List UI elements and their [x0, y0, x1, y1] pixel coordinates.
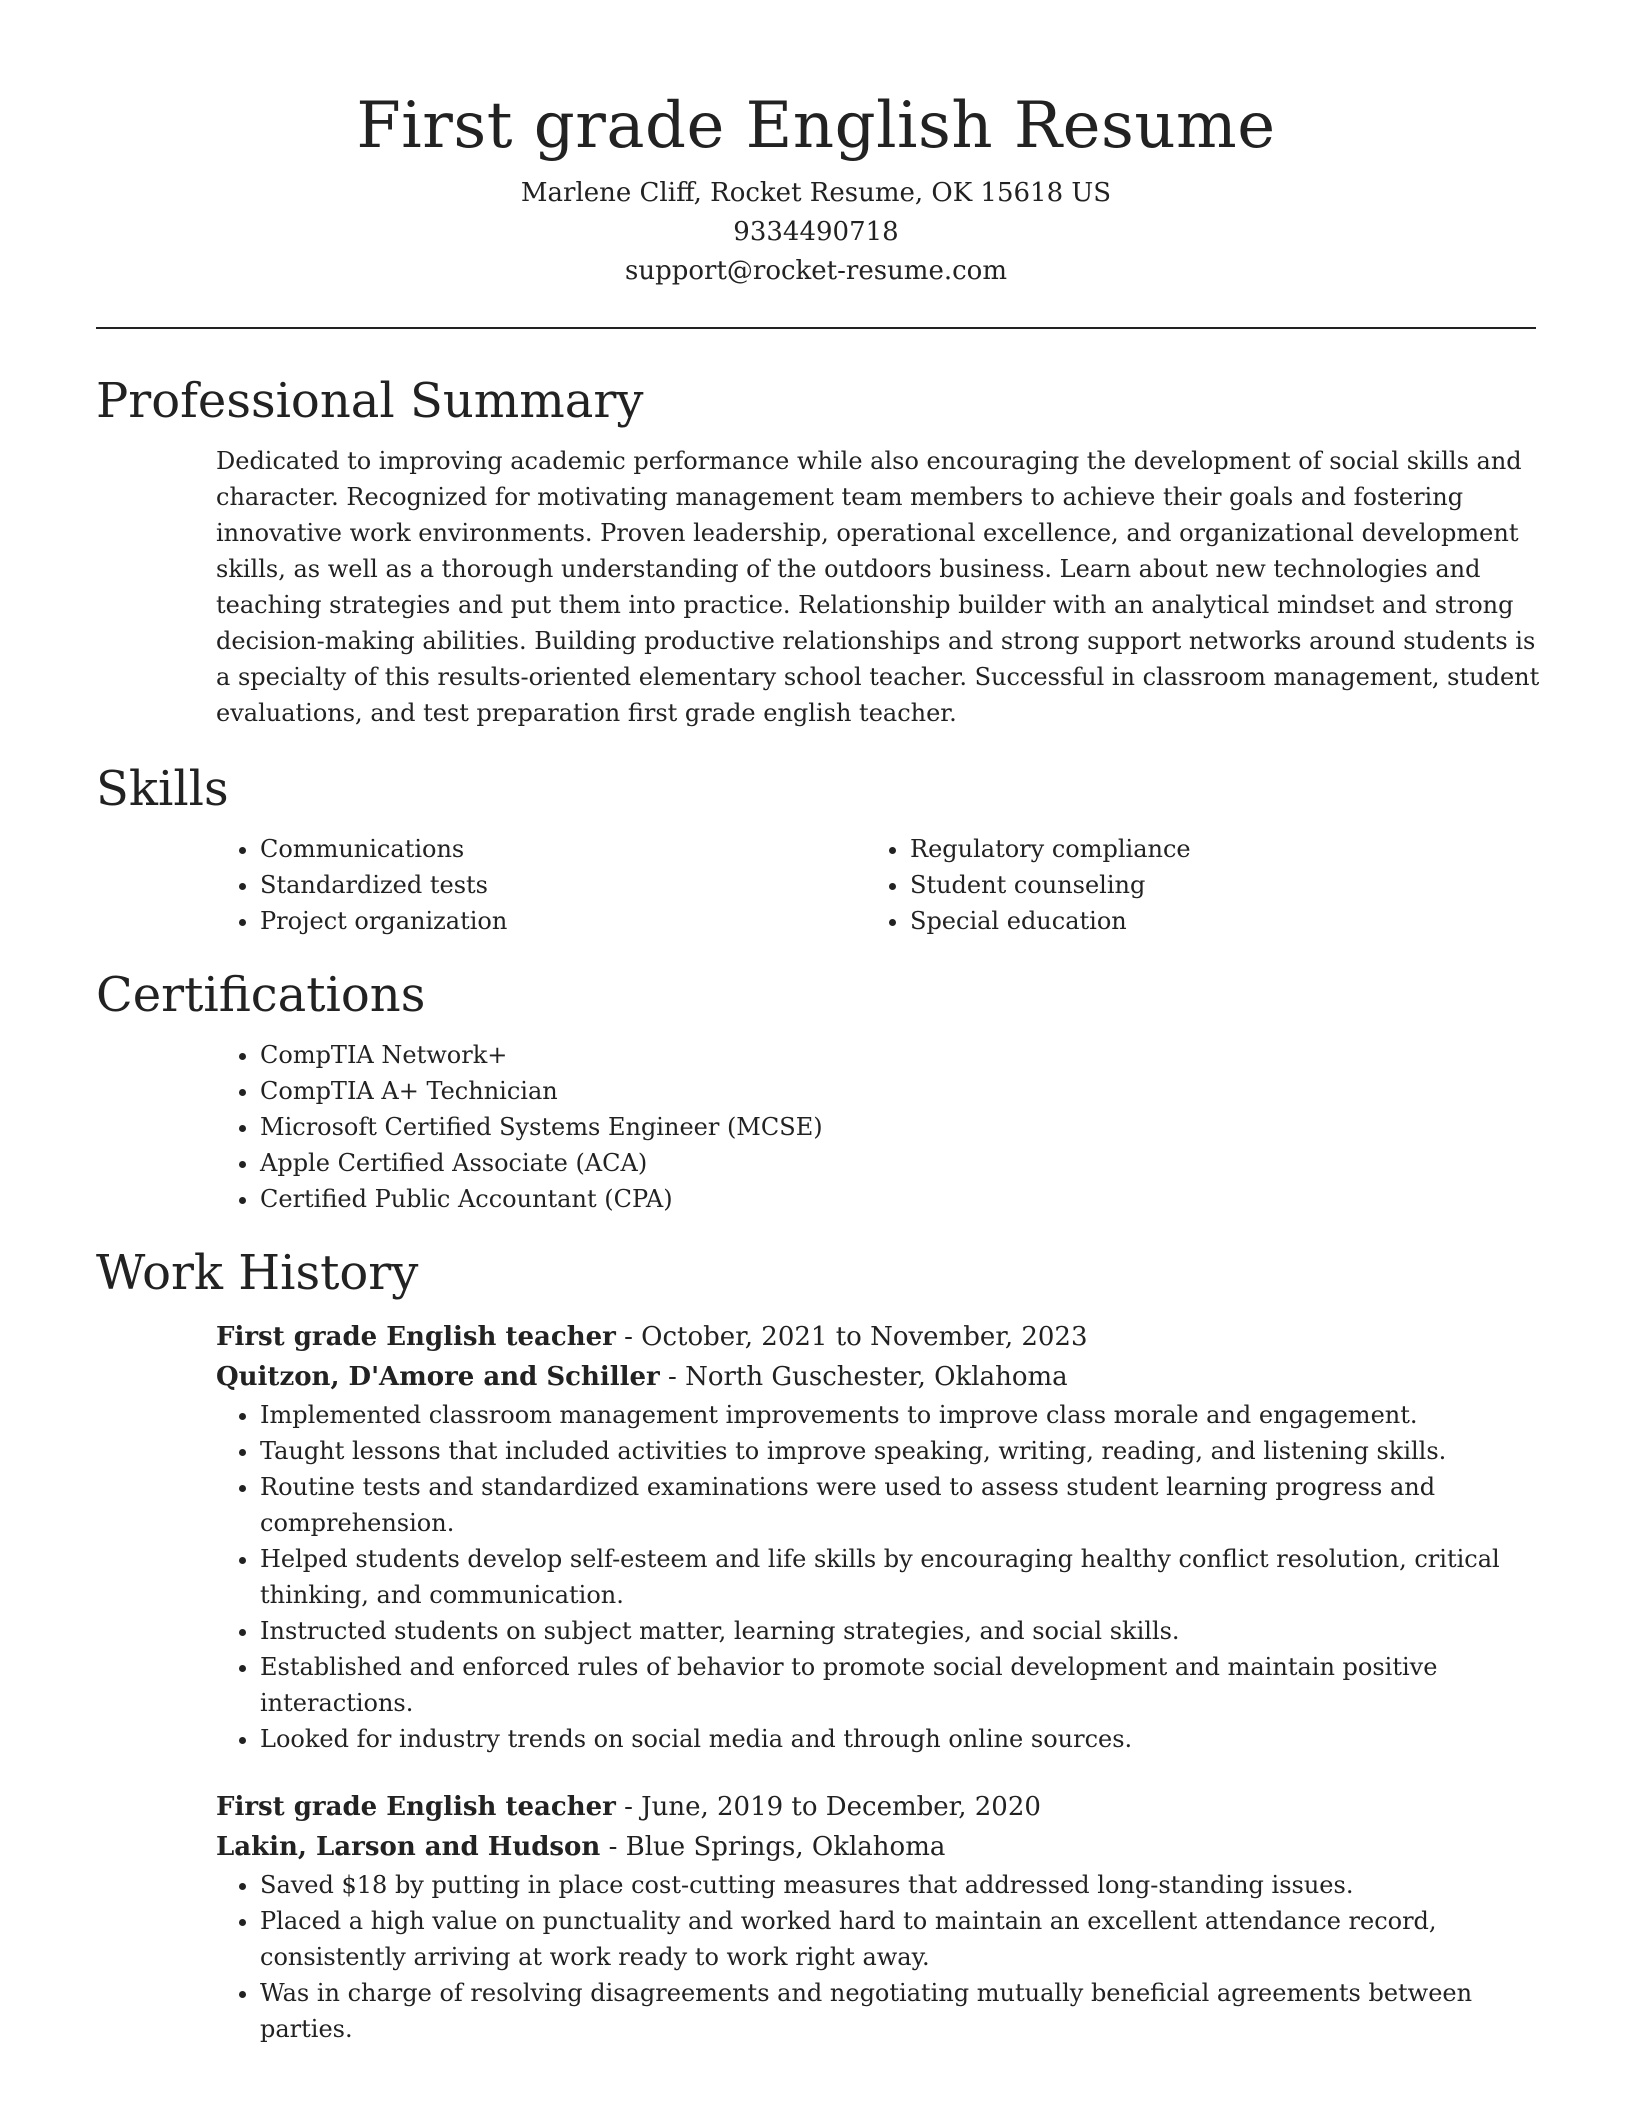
contact-address: Marlene Cliff, Rocket Resume, OK 15618 US: [520, 178, 1112, 208]
summary-heading: Professional Summary: [96, 373, 644, 429]
skills-column-left: [216, 831, 866, 939]
job-duty-item: • Placed a high value on punctuality and worked hard to maintain an excellent attendance record, consistently arriving at work ready to work right away.: [260, 1903, 1536, 1975]
work-history-section: [96, 1243, 1536, 2047]
job-company-line: [216, 1827, 1536, 1867]
skills-heading: Skills: [96, 761, 229, 817]
job-duty-item: • Was in charge of resolving disagreements and negotiating mutually beneficial agreements between parties.: [260, 1975, 1536, 2047]
job-duty-item: • Saved $18 by putting in place cost-cutting measures that addressed long-standing issues.: [260, 1867, 1536, 1903]
skills-grid: [216, 831, 1536, 939]
skill-item: • Regulatory compliance: [910, 831, 1516, 867]
contact-email: support@rocket-resume.com: [624, 256, 1007, 286]
skill-item: • Project organization: [260, 903, 866, 939]
header-divider: [96, 327, 1536, 329]
skill-item: • Standardized tests: [260, 867, 866, 903]
job-dates: - October, 2021 to November, 2023: [615, 1322, 1088, 1352]
resume-title: First grade English Resume: [356, 89, 1276, 163]
contact-block: [96, 174, 1536, 291]
job-duty-item: • Routine tests and standardized examinations were used to assess student learning progress and comprehension.: [260, 1469, 1536, 1541]
work-history-heading: Work History: [96, 1245, 419, 1301]
skills-column-right: [866, 831, 1516, 939]
certifications-section: [96, 965, 1536, 1217]
job-role: First grade English teacher: [216, 1792, 616, 1822]
skills-list-right: [866, 831, 1516, 939]
job-duty-item: • Helped students develop self-esteem and life skills by encouraging healthy conflict resolution, critical thinking, and communication.: [260, 1541, 1536, 1613]
skill-item: • Communications: [260, 831, 866, 867]
summary-section: [96, 371, 1540, 731]
job-duty-item: • Taught lessons that included activities to improve speaking, writing, reading, and listening skills.: [260, 1433, 1536, 1469]
job-duties-list: [216, 1867, 1536, 2047]
certification-item: • Microsoft Certified Systems Engineer (MCSE): [260, 1109, 1536, 1145]
certification-item: • Certified Public Accountant (CPA): [260, 1181, 1536, 1217]
summary-text: Dedicated to improving academic performance while also encouraging the development of social skills and character. Recognized for motivating management team members to achieve their goals and fostering innovative work environments. Proven leadership, operational excellence, and organizational development skills, as well as a thorough understanding of the outdoors business. Learn about new technologies and teaching strategies and put them into practice. Relationship builder with an analytical mindset and strong decision-making abilities. Building productive relationships and strong support networks around students is a specialty of this results-oriented elementary school teacher. Successful in classroom management, student evaluations, and test preparation first grade english teacher.: [216, 447, 1540, 727]
job-role: First grade English teacher: [216, 1322, 616, 1352]
job-entry: [216, 1317, 1536, 1757]
job-entry: [216, 1787, 1536, 2047]
certifications-list: [216, 1037, 1536, 1217]
job-duty-item: • Established and enforced rules of behavior to promote social development and maintain positive interactions.: [260, 1649, 1536, 1721]
certification-item: • Apple Certified Associate (ACA): [260, 1145, 1536, 1181]
certifications-list-wrapper: [216, 1037, 1536, 1217]
job-location: - North Guschester, Oklahoma: [659, 1362, 1068, 1392]
contact-phone: 9334490718: [733, 217, 899, 247]
job-duty-item: • Implemented classroom management improvements to improve class morale and engagement.: [260, 1397, 1536, 1433]
job-location: - Blue Springs, Oklahoma: [600, 1832, 946, 1862]
job-company: Quitzon, D'Amore and Schiller: [216, 1362, 660, 1392]
job-duty-item: • Looked for industry trends on social media and through online sources.: [260, 1721, 1536, 1757]
resume-header: [96, 0, 1536, 291]
skill-item: • Student counseling: [910, 867, 1516, 903]
job-duties-list: [216, 1397, 1536, 1757]
job-title-line: [216, 1787, 1536, 1827]
skills-list-left: [216, 831, 866, 939]
job-duty-item: • Instructed students on subject matter, learning strategies, and social skills.: [260, 1613, 1536, 1649]
skill-item: • Special education: [910, 903, 1516, 939]
job-dates: - June, 2019 to December, 2020: [615, 1792, 1041, 1822]
job-company-line: [216, 1357, 1536, 1397]
job-title-line: [216, 1317, 1536, 1357]
certifications-heading: Certifications: [96, 967, 426, 1023]
certification-item: • CompTIA Network+: [260, 1037, 1536, 1073]
job-company: Lakin, Larson and Hudson: [216, 1832, 601, 1862]
certification-item: • CompTIA A+ Technician: [260, 1073, 1536, 1109]
resume-page: [96, 0, 1540, 2047]
skills-section: [96, 759, 1536, 939]
